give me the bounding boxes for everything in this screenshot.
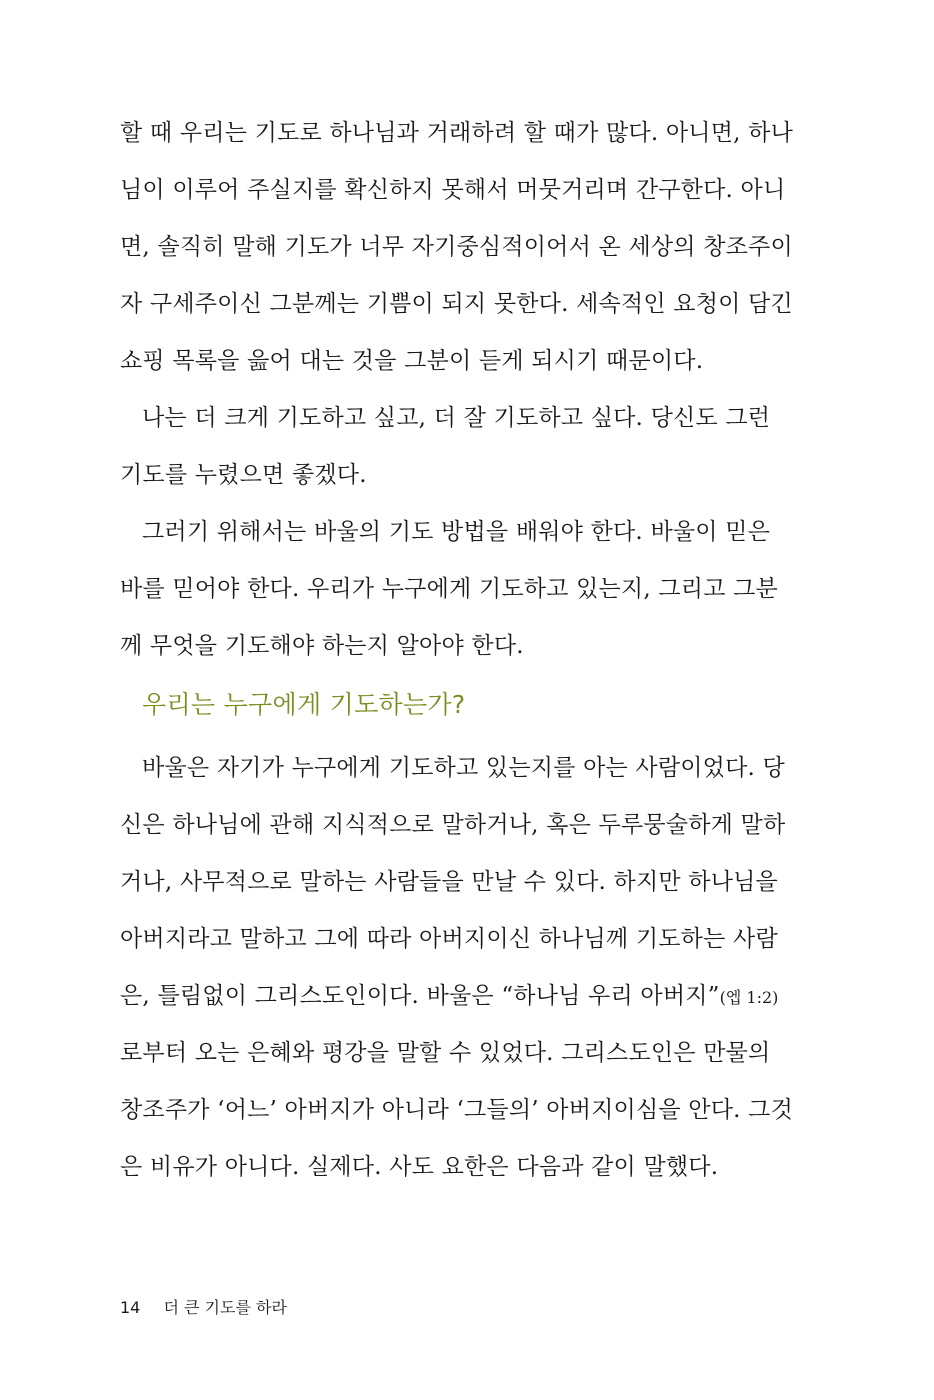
page-footer bbox=[120, 1296, 287, 1320]
scripture-reference: (엡 1:2) bbox=[719, 988, 779, 1007]
paragraph-4-line: 바울은 자기가 누구에게 기도하고 있는지를 아는 사람이었다. 당 bbox=[142, 755, 785, 781]
paragraph-4-line: 신은 하나님에 관해 지식적으로 말하거나, 혹은 두루뭉술하게 말하 bbox=[120, 812, 786, 838]
paragraph-2-line: 나는 더 크게 기도하고 싶고, 더 잘 기도하고 싶다. 당신도 그런 bbox=[142, 405, 771, 431]
running-title: 더 큰 기도를 하라 bbox=[163, 1298, 287, 1317]
paragraph-4-line: 아버지라고 말하고 그에 따라 아버지이신 하나님께 기도하는 사람 bbox=[120, 926, 778, 952]
paragraph-4-line-text: 은, 틀림없이 그리스도인이다. 바울은 “하나님 우리 아버지” bbox=[120, 983, 720, 1009]
paragraph-1-line: 쇼핑 목록을 읊어 대는 것을 그분이 듣게 되시기 때문이다. bbox=[120, 348, 704, 374]
paragraph-3-line: 께 무엇을 기도해야 하는지 알아야 한다. bbox=[120, 633, 524, 659]
paragraph-3-line: 바를 믿어야 한다. 우리가 누구에게 기도하고 있는지, 그리고 그분 bbox=[120, 576, 778, 602]
page-number: 14 bbox=[120, 1298, 141, 1317]
section-heading: 우리는 누구에게 기도하는가? bbox=[142, 690, 466, 719]
paragraph-4-line: 은 비유가 아니다. 실제다. 사도 요한은 다음과 같이 말했다. bbox=[120, 1154, 719, 1180]
paragraph-4-line: 창조주가 ‘어느’ 아버지가 아니라 ‘그들의’ 아버지이심을 안다. 그것 bbox=[120, 1097, 794, 1123]
paragraph-4-line: 거나, 사무적으로 말하는 사람들을 만날 수 있다. 하지만 하나님을 bbox=[120, 869, 778, 895]
paragraph-2-line: 기도를 누렸으면 좋겠다. bbox=[120, 462, 367, 488]
paragraph-4-line: 로부터 오는 은혜와 평강을 말할 수 있었다. 그리스도인은 만물의 bbox=[120, 1040, 771, 1066]
paragraph-4-line bbox=[120, 968, 782, 1025]
paragraph-1-line: 할 때 우리는 기도로 하나님과 거래하려 할 때가 많다. 아니면, 하나 bbox=[120, 120, 794, 146]
paragraph-1-line: 자 구세주이신 그분께는 기쁨이 되지 못한다. 세속적인 요청이 담긴 bbox=[120, 291, 793, 317]
paragraph-3-line: 그러기 위해서는 바울의 기도 방법을 배워야 한다. 바울이 믿은 bbox=[142, 519, 771, 545]
paragraph-1-line: 님이 이루어 주실지를 확신하지 못해서 머뭇거리며 간구한다. 아니 bbox=[120, 177, 786, 203]
paragraph-1-line: 면, 솔직히 말해 기도가 너무 자기중심적이어서 온 세상의 창조주이 bbox=[120, 234, 793, 260]
body-text-bottom bbox=[120, 740, 794, 1196]
body-text-top bbox=[120, 105, 794, 675]
